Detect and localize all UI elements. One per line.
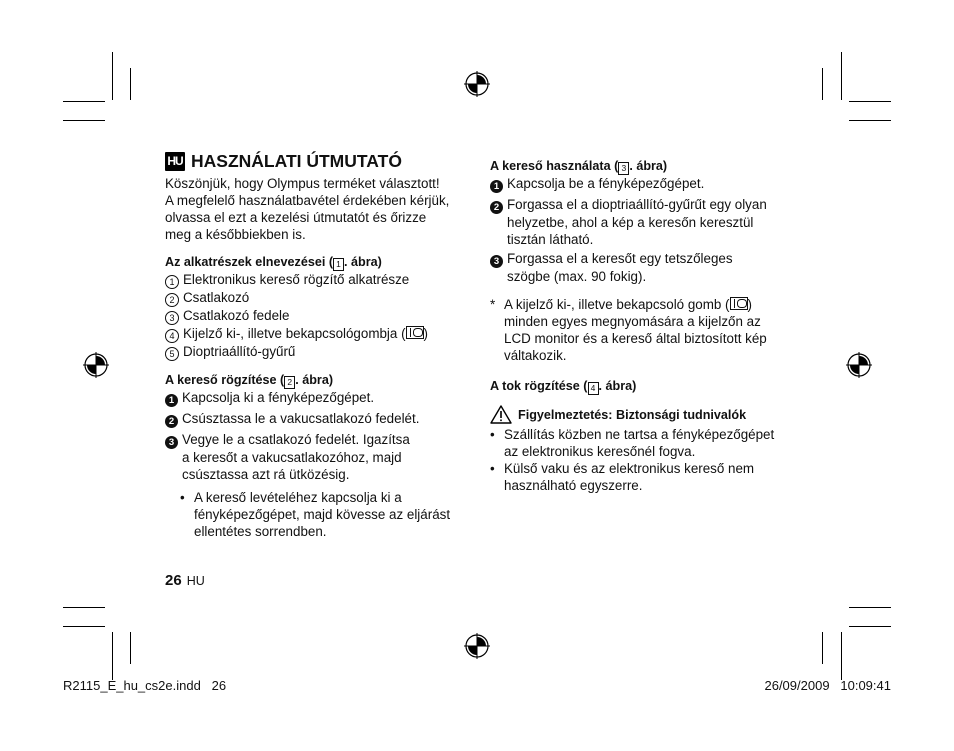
warning-heading: Figyelmeztetés: Biztonsági tudnivalók	[490, 405, 800, 424]
step-item: 3 Forgassa el a keresőt egy tetszőleges	[490, 250, 800, 268]
slug-date: 26/09/2009 10:09:41	[764, 678, 891, 693]
crop-mark	[63, 626, 105, 627]
crop-mark	[112, 52, 113, 100]
list-item: 1 Elektronikus kereső rögzítő alkatrésze	[165, 271, 475, 289]
crop-mark	[130, 632, 131, 664]
crop-mark	[849, 626, 891, 627]
intro-line: Köszönjük, hogy Olympus terméket választott!	[165, 176, 440, 191]
crop-mark	[849, 101, 891, 102]
registration-mark-icon	[83, 352, 109, 378]
crop-mark	[63, 120, 105, 121]
warning-item: • Külső vaku és az elektronikus kereső nem használható egyszerre.	[490, 461, 755, 493]
step-line: szögbe (max. 90 fokig).	[507, 269, 647, 284]
registration-mark-icon	[464, 71, 490, 97]
use-steps	[490, 175, 800, 285]
step-item: 2 Csúsztassa le a vakucsatlakozó fedelét.	[165, 410, 475, 428]
figure-number: 4	[588, 382, 599, 395]
attach-note: • A kereső levételéhez kapcsolja ki a fényképezőgépet, majd kövesse az eljárást ellentétes sorrendben.	[180, 490, 451, 539]
list-item: 4 Kijelző ki-, illetve bekapcsológombja ( )	[165, 325, 475, 343]
display-toggle-icon	[730, 297, 748, 310]
registration-mark-icon	[846, 352, 872, 378]
step-line: a keresőt a vakucsatlakozóhoz, majd	[182, 450, 402, 465]
intro-paragraph	[165, 175, 475, 243]
intro-line: A megfelelő használatbavétel érdekében kérjük,	[165, 193, 450, 208]
attach-steps	[165, 389, 475, 483]
crop-mark	[130, 68, 131, 100]
title-text: HASZNÁLATI ÚTMUTATÓ	[191, 151, 402, 171]
step-line: helyzetbe, ahol a kép a keresőn keresztül	[507, 215, 754, 230]
step-item: 2 Forgassa el a dioptriaállító-gyűrűt egy olyan	[490, 196, 800, 214]
warning-item: • Szállítás közben ne tartsa a fényképezőgépet az elektronikus keresőnél fogva.	[490, 427, 775, 459]
step-item: 1 Kapcsolja ki a fényképezőgépet.	[165, 389, 475, 407]
step-item: 1 Kapcsolja be a fényképezőgépet.	[490, 175, 800, 193]
intro-line: olvassa el ezt a kezelési útmutatót és őrizze	[165, 210, 427, 225]
crop-mark	[63, 101, 105, 102]
case-heading: A tok rögzítése ( 4 . ábra)	[490, 379, 637, 393]
list-item: 5 Dioptriaállító-gyűrű	[165, 343, 475, 361]
crop-mark	[63, 607, 105, 608]
right-column	[490, 158, 800, 494]
parts-heading: Az alkatrészek elnevezései ( 1 . ábra)	[165, 255, 382, 269]
crop-mark	[849, 120, 891, 121]
list-item: 3 Csatlakozó fedele	[165, 307, 475, 325]
crop-mark	[841, 632, 842, 680]
registration-mark-icon	[464, 633, 490, 659]
left-column	[165, 151, 475, 540]
crop-mark	[849, 607, 891, 608]
figure-number: 2	[284, 376, 295, 389]
crop-mark	[841, 52, 842, 100]
parts-list	[165, 271, 475, 361]
use-heading: A kereső használata ( 3 . ábra)	[490, 159, 668, 173]
display-toggle-icon	[406, 326, 424, 339]
figure-number: 3	[618, 162, 629, 175]
step-line: csúsztassa azt rá ütközésig.	[182, 467, 350, 482]
step-item: 3 Vegye le a csatlakozó fedelét. Igazítsa	[165, 431, 475, 449]
page-number: 26 HU	[165, 572, 205, 589]
crop-mark	[822, 632, 823, 664]
crop-mark	[112, 632, 113, 680]
list-item: 2 Csatlakozó	[165, 289, 475, 307]
language-badge: HU	[165, 152, 185, 171]
use-footnote: * A kijelző ki-, illetve bekapcsoló gomb ( ) minden egyes megnyomására a kijelzőn az LCD monitor és a kereső által biztosított kép váltakozik.	[490, 297, 767, 363]
intro-line: meg a későbbiekben is.	[165, 227, 306, 242]
step-line: tisztán látható.	[507, 232, 594, 247]
warning-triangle-icon	[490, 405, 512, 424]
crop-mark	[822, 68, 823, 100]
slug-file: R2115_E_hu_cs2e.indd 26	[63, 678, 227, 693]
page-title	[165, 151, 475, 171]
attach-heading: A kereső rögzítése ( 2 . ábra)	[165, 373, 334, 387]
figure-number: 1	[333, 258, 344, 271]
